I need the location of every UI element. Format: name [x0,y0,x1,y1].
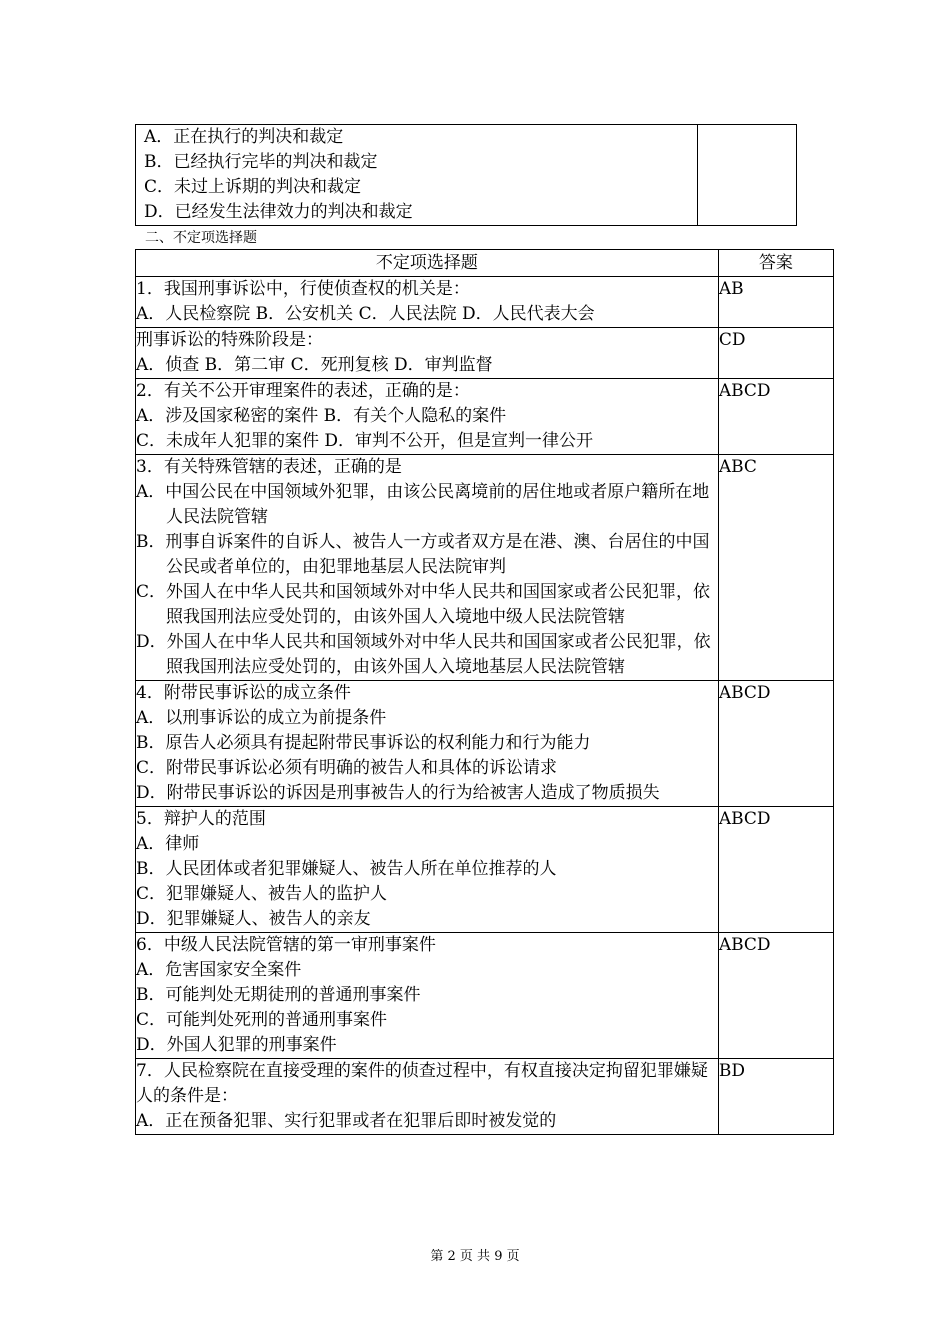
question-stem: 7．人民检察院在直接受理的案件的侦查过程中，有权直接决定拘留犯罪嫌疑人的条件是： [136,1061,708,1106]
answer-cell: BD [718,1059,833,1135]
section-label: 二、不定项选择题 [145,230,257,246]
question-option: B．刑事自诉案件的自诉人、被告人一方或者双方是在港、澳、台居住的中国公民或者单位的，由犯罪地基层人民法院审判 [136,532,710,577]
question-cell [136,1059,719,1135]
option-a: A．正在执行的判决和裁定 [144,127,344,147]
question-option: A．危害国家安全案件 [136,960,302,980]
question-option: A．侦查 B．第二审 C．死刑复核 D．审判监督 [136,355,493,375]
question-cell [136,379,719,455]
header-question: 不定项选择题 [136,250,719,277]
table-header-row [136,250,834,277]
question-table [135,249,834,1135]
answer-cell: ABCD [718,681,833,807]
question-stem: 3．有关特殊管辖的表述，正确的是 [136,457,402,477]
question-option: D．外国人犯罪的刑事案件 [136,1035,337,1055]
table-row [136,379,834,455]
table-row [136,807,834,933]
question-cell [136,455,719,681]
question-option: C．可能判处死刑的普通刑事案件 [136,1010,388,1030]
table-row [136,1059,834,1135]
answer-cell: ABCD [718,933,833,1059]
answer-cell: CD [718,328,833,379]
option-b: B．已经执行完毕的判决和裁定 [144,152,378,172]
question-stem: 6．中级人民法院管辖的第一审刑事案件 [136,935,436,955]
question-option: C．犯罪嫌疑人、被告人的监护人 [136,884,388,904]
question-cell [136,328,719,379]
answer-cell: AB [718,277,833,328]
question-option: A．正在预备犯罪、实行犯罪或者在犯罪后即时被发觉的 [136,1111,557,1131]
table-row [136,933,834,1059]
question-option: A．以刑事诉讼的成立为前提条件 [136,708,387,728]
question-option: B．可能判处无期徒刑的普通刑事案件 [136,985,421,1005]
question-option: A．涉及国家秘密的案件 B．有关个人隐私的案件 [136,406,507,426]
question-cell [136,807,719,933]
carryover-question-table [135,124,797,226]
option-d: D．已经发生法律效力的判决和裁定 [144,202,413,222]
question-stem: 5．辩护人的范围 [136,809,266,829]
question-option: C．外国人在中华人民共和国领域外对中华人民共和国国家或者公民犯罪，依照我国刑法应受处罚的，由该外国人入境地中级人民法院管辖 [136,582,711,627]
answer-cell: ABC [718,455,833,681]
question-cell [136,681,719,807]
table-row [136,681,834,807]
question-option: A．律师 [136,834,200,854]
question-option: D．附带民事诉讼的诉因是刑事被告人的行为给被害人造成了物质损失 [136,783,660,803]
question-option: C．未成年人犯罪的案件 D．审判不公开，但是宣判一律公开 [136,431,594,451]
question-stem: 4．附带民事诉讼的成立条件 [136,683,351,703]
question-stem: 刑事诉讼的特殊阶段是： [136,330,323,350]
answer-cell: ABCD [718,807,833,933]
table-row [136,455,834,681]
header-answer: 答案 [718,250,833,277]
question-option: C．附带民事诉讼必须有明确的被告人和具体的诉讼请求 [136,758,558,778]
answer-cell: ABCD [718,379,833,455]
carryover-question-cell [136,125,698,226]
carryover-answer-cell [698,125,797,226]
question-option: B．人民团体或者犯罪嫌疑人、被告人所在单位推荐的人 [136,859,557,879]
question-option: D．犯罪嫌疑人、被告人的亲友 [136,909,371,929]
question-cell [136,277,719,328]
page-footer: 第 2 页 共 9 页 [430,1249,520,1264]
table-row [136,277,834,328]
question-option: A．中国公民在中国领域外犯罪，由该公民离境前的居住地或者原户籍所在地人民法院管辖 [136,482,710,527]
question-option: D．外国人在中华人民共和国领域外对中华人民共和国国家或者公民犯罪，依照我国刑法应受处罚的，由该外国人入境地基层人民法院管辖 [136,632,711,677]
question-stem: 1．我国刑事诉讼中，行使侦查权的机关是： [136,279,470,299]
table-row [136,328,834,379]
question-option: A．人民检察院 B．公安机关 C．人民法院 D．人民代表大会 [136,304,595,324]
question-stem: 2．有关不公开审理案件的表述，正确的是： [136,381,470,401]
question-option: B．原告人必须具有提起附带民事诉讼的权利能力和行为能力 [136,733,591,753]
option-c: C．未过上诉期的判决和裁定 [144,177,362,197]
question-cell [136,933,719,1059]
